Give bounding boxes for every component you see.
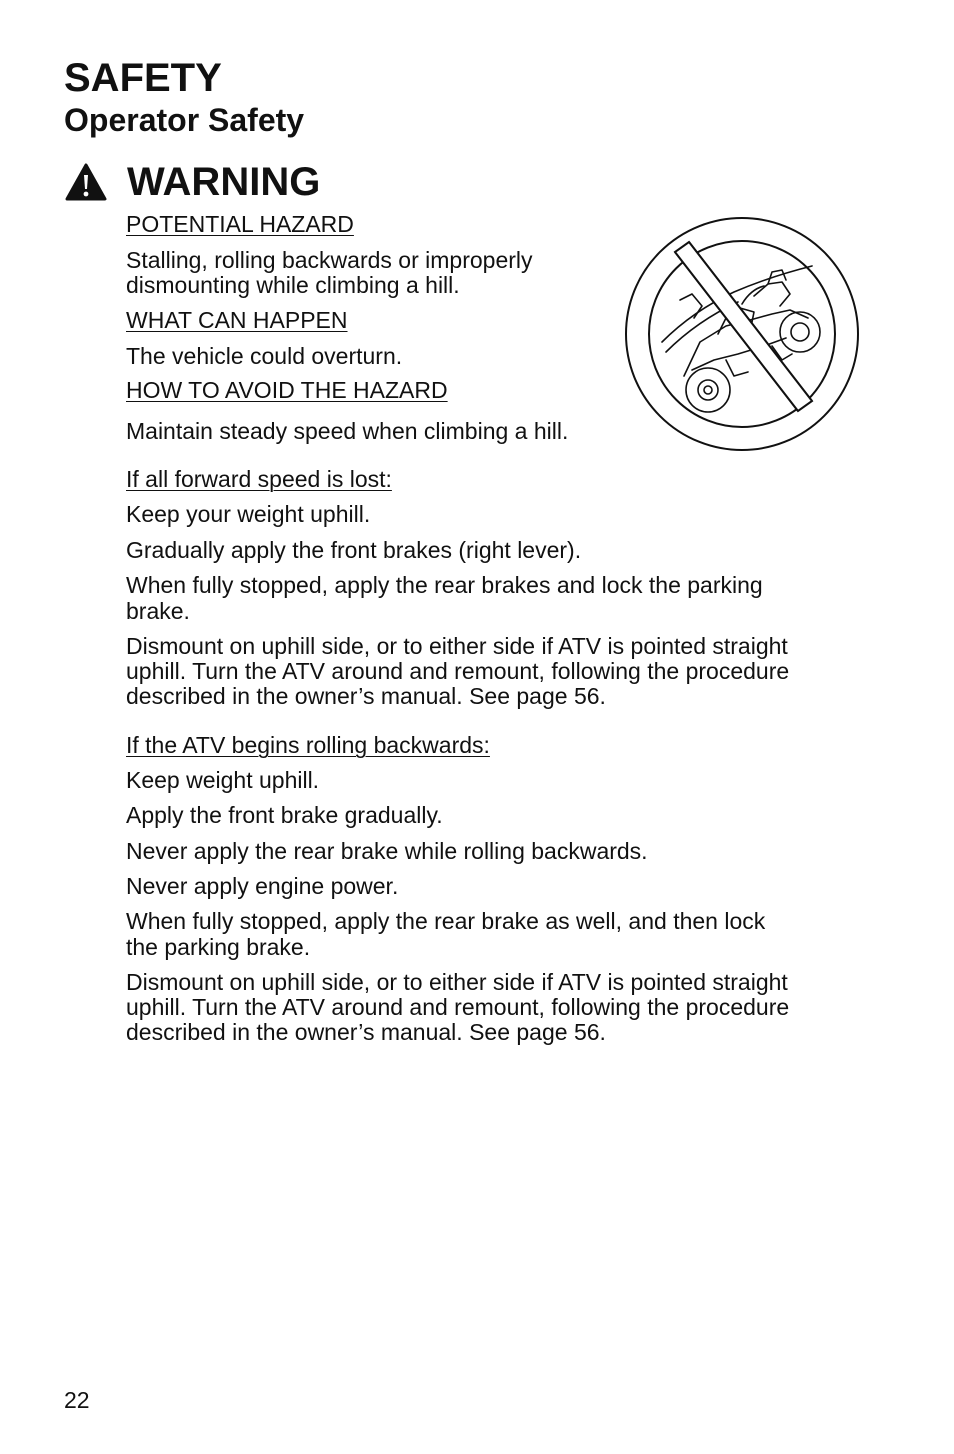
how-to-avoid-text: Maintain steady speed when climbing a hill. <box>126 418 569 444</box>
section-subtitle: Operator Safety <box>64 102 305 138</box>
warning-triangle-icon <box>64 162 108 202</box>
what-can-happen-heading: WHAT CAN HAPPEN <box>126 307 348 333</box>
potential-hazard-line-1: Stalling, rolling backwards or improperly <box>126 247 533 273</box>
rolling-step-2: Apply the front brake gradually. <box>126 802 443 828</box>
rolling-step-3: Never apply the rear brake while rolling backwards. <box>126 838 648 864</box>
warning-title: WARNING <box>127 160 321 204</box>
forward-dismount-line-3: described in the owner’s manual. See page 56. <box>126 683 606 709</box>
rolling-backwards-heading: If the ATV begins rolling backwards: <box>126 732 490 758</box>
warning-header <box>64 158 320 206</box>
section-title: SAFETY <box>64 56 222 100</box>
no-atv-climbing-icon <box>622 214 862 454</box>
page-number: 22 <box>64 1387 90 1413</box>
forward-stop-line-2: brake. <box>126 598 190 624</box>
forward-step-1: Keep your weight uphill. <box>126 501 371 527</box>
forward-speed-lost-heading: If all forward speed is lost: <box>126 466 392 492</box>
forward-step-2: Gradually apply the front brakes (right lever). <box>126 537 582 563</box>
forward-dismount-line-2: uphill. Turn the ATV around and remount, following the procedure <box>126 658 790 684</box>
rolling-dismount-line-2: uphill. Turn the ATV around and remount, following the procedure <box>126 994 790 1020</box>
forward-dismount-line-1: Dismount on uphill side, or to either side if ATV is pointed straight <box>126 633 788 659</box>
how-to-avoid-heading: HOW TO AVOID THE HAZARD <box>126 377 448 403</box>
rolling-step-1: Keep weight uphill. <box>126 767 320 793</box>
what-can-happen-text: The vehicle could overturn. <box>126 343 403 369</box>
rolling-dismount-line-1: Dismount on uphill side, or to either side if ATV is pointed straight <box>126 969 788 995</box>
potential-hazard-line-2: dismounting while climbing a hill. <box>126 272 460 298</box>
rolling-stop-line-2: the parking brake. <box>126 934 311 960</box>
rolling-stop-line-1: When fully stopped, apply the rear brake as well, and then lock <box>126 908 766 934</box>
rolling-step-4: Never apply engine power. <box>126 873 399 899</box>
forward-stop-line-1: When fully stopped, apply the rear brakes and lock the parking <box>126 572 763 598</box>
rolling-dismount-line-3: described in the owner’s manual. See page 56. <box>126 1019 606 1045</box>
potential-hazard-heading: POTENTIAL HAZARD <box>126 211 354 237</box>
